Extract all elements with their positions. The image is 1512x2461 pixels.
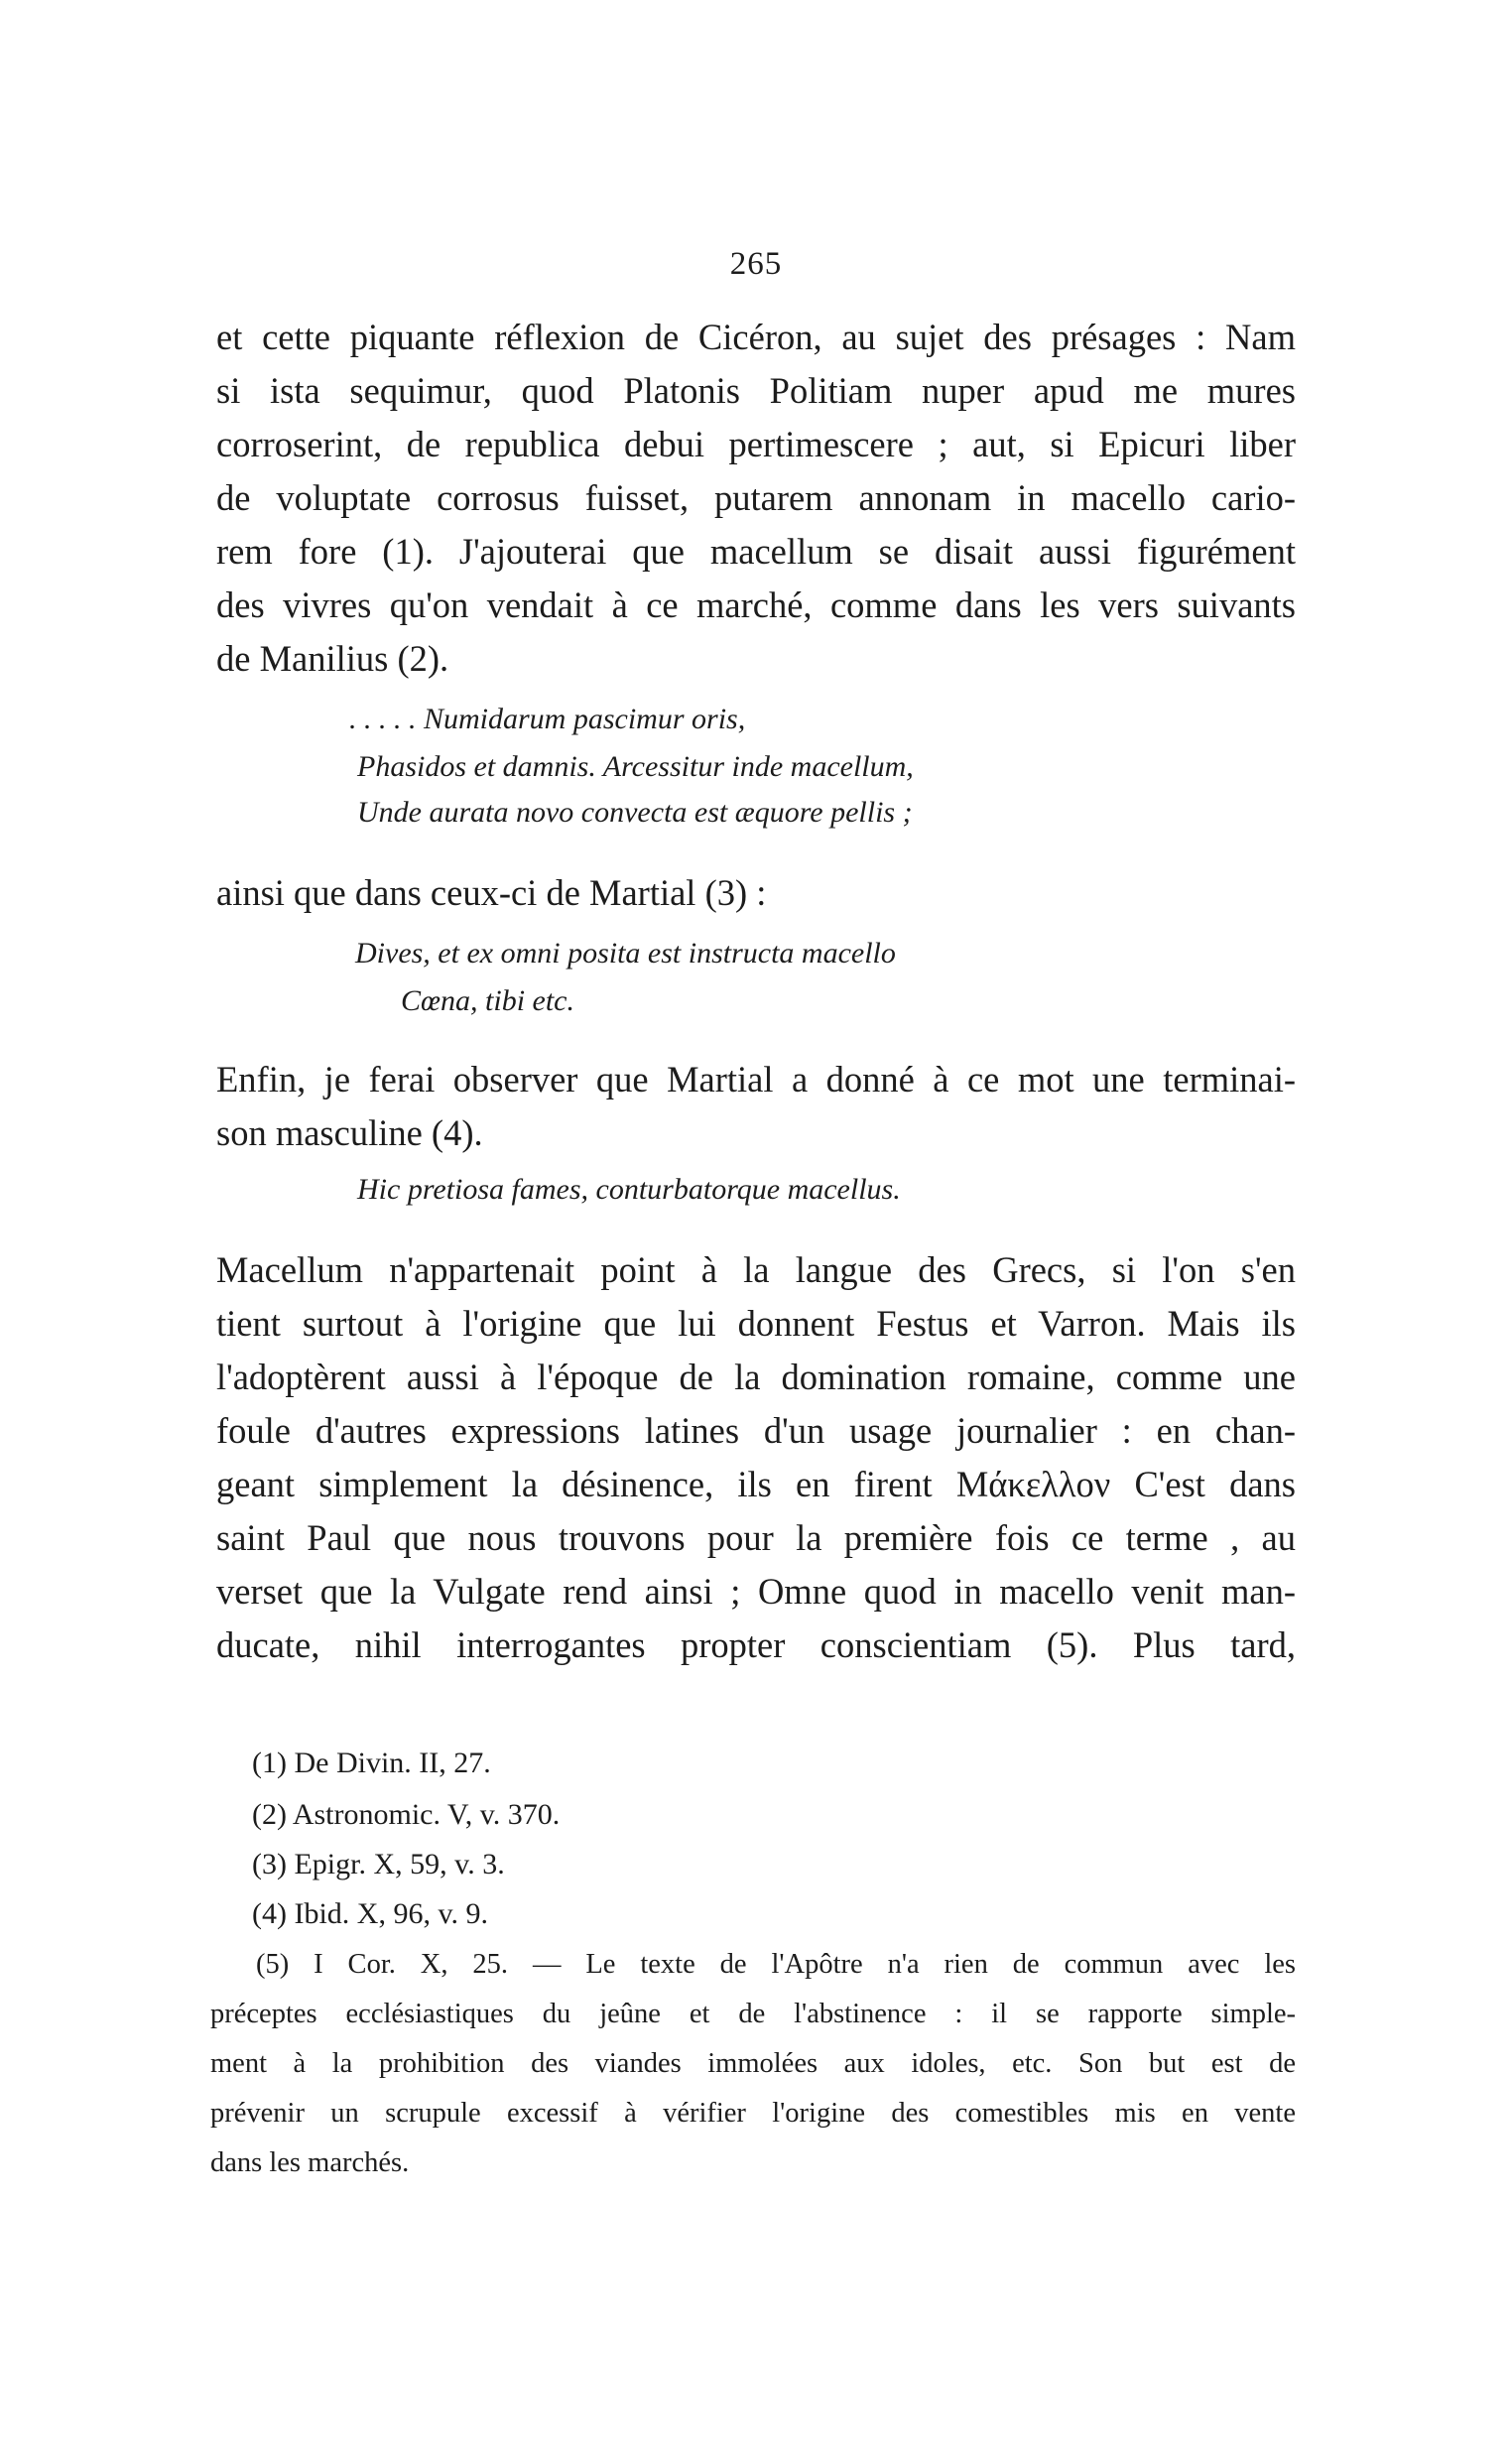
text-line: des vivres qu'on vendait à ce marché, comme dans les vers suivants <box>216 584 1296 625</box>
verse-line: Phasidos et damnis. Arcessitur inde macellum, <box>357 750 914 783</box>
text-line: son masculine (4). <box>216 1112 483 1153</box>
verse-line: Cœna, tibi etc. <box>401 984 574 1017</box>
verse-line: Unde aurata novo convecta est æquore pellis ; <box>357 796 913 829</box>
text-line: rem fore (1). J'ajouterai que macellum se disait aussi figurément <box>216 531 1296 572</box>
text-line: geant simplement la désinence, ils en firent Μάκελλον C'est dans <box>216 1464 1296 1504</box>
text-line: verset que la Vulgate rend ainsi ; Omne quod in macello venit man- <box>216 1571 1296 1612</box>
footnote: (3) Epigr. X, 59, v. 3. <box>252 1848 505 1880</box>
footnote-line: préceptes ecclésiastiques du jeûne et de l'abstinence : il se rapporte simple- <box>210 1999 1296 2029</box>
footnote-line: ment à la prohibition des viandes immolées aux idoles, etc. Son but est de <box>210 2048 1296 2079</box>
text-line: ainsi que dans ceux-ci de Martial (3) : <box>216 872 767 913</box>
footnote-line: dans les marchés. <box>210 2147 410 2178</box>
text-line: de Manilius (2). <box>216 638 449 679</box>
text-line: tient surtout à l'origine que lui donnent Festus et Varron. Mais ils <box>216 1303 1296 1344</box>
footnote-line: prévenir un scrupule excessif à vérifier l'origine des comestibles mis en vente <box>210 2098 1296 2129</box>
text-line: Macellum n'appartenait point à la langue des Grecs, si l'on s'en <box>216 1249 1296 1290</box>
footnote: (2) Astronomic. V, v. 370. <box>252 1798 561 1831</box>
footnote-line: (5) I Cor. X, 25. — Le texte de l'Apôtre n'a rien de commun avec les <box>256 1949 1296 1980</box>
text-line: saint Paul que nous trouvons pour la première fois ce terme , au <box>216 1517 1296 1558</box>
text-line: corroserint, de republica debui pertimescere ; aut, si Epicuri liber <box>216 424 1296 464</box>
text-line: et cette piquante réflexion de Cicéron, au sujet des présages : Nam <box>216 317 1296 357</box>
page-number: 265 <box>729 246 783 282</box>
text-line: si ista sequimur, quod Platonis Politiam nuper apud me mures <box>216 370 1296 411</box>
verse-line: . . . . . Numidarum pascimur oris, <box>349 703 746 735</box>
text-line: ducate, nihil interrogantes propter conscientiam (5). Plus tard, <box>216 1624 1296 1665</box>
verse-line: Dives, et ex omni posita est instructa macello <box>355 937 896 970</box>
verse-line: Hic pretiosa fames, conturbatorque macellus. <box>357 1173 901 1206</box>
text-line: l'adoptèrent aussi à l'époque de la domination romaine, comme une <box>216 1357 1296 1397</box>
text-line: foule d'autres expressions latines d'un usage journalier : en chan- <box>216 1410 1296 1451</box>
footnote: (1) De Divin. II, 27. <box>252 1747 491 1779</box>
text-line: de voluptate corrosus fuisset, putarem annonam in macello cario- <box>216 477 1296 518</box>
footnote: (4) Ibid. X, 96, v. 9. <box>252 1897 489 1930</box>
text-line: Enfin, je ferai observer que Martial a donné à ce mot une terminai- <box>216 1059 1296 1100</box>
